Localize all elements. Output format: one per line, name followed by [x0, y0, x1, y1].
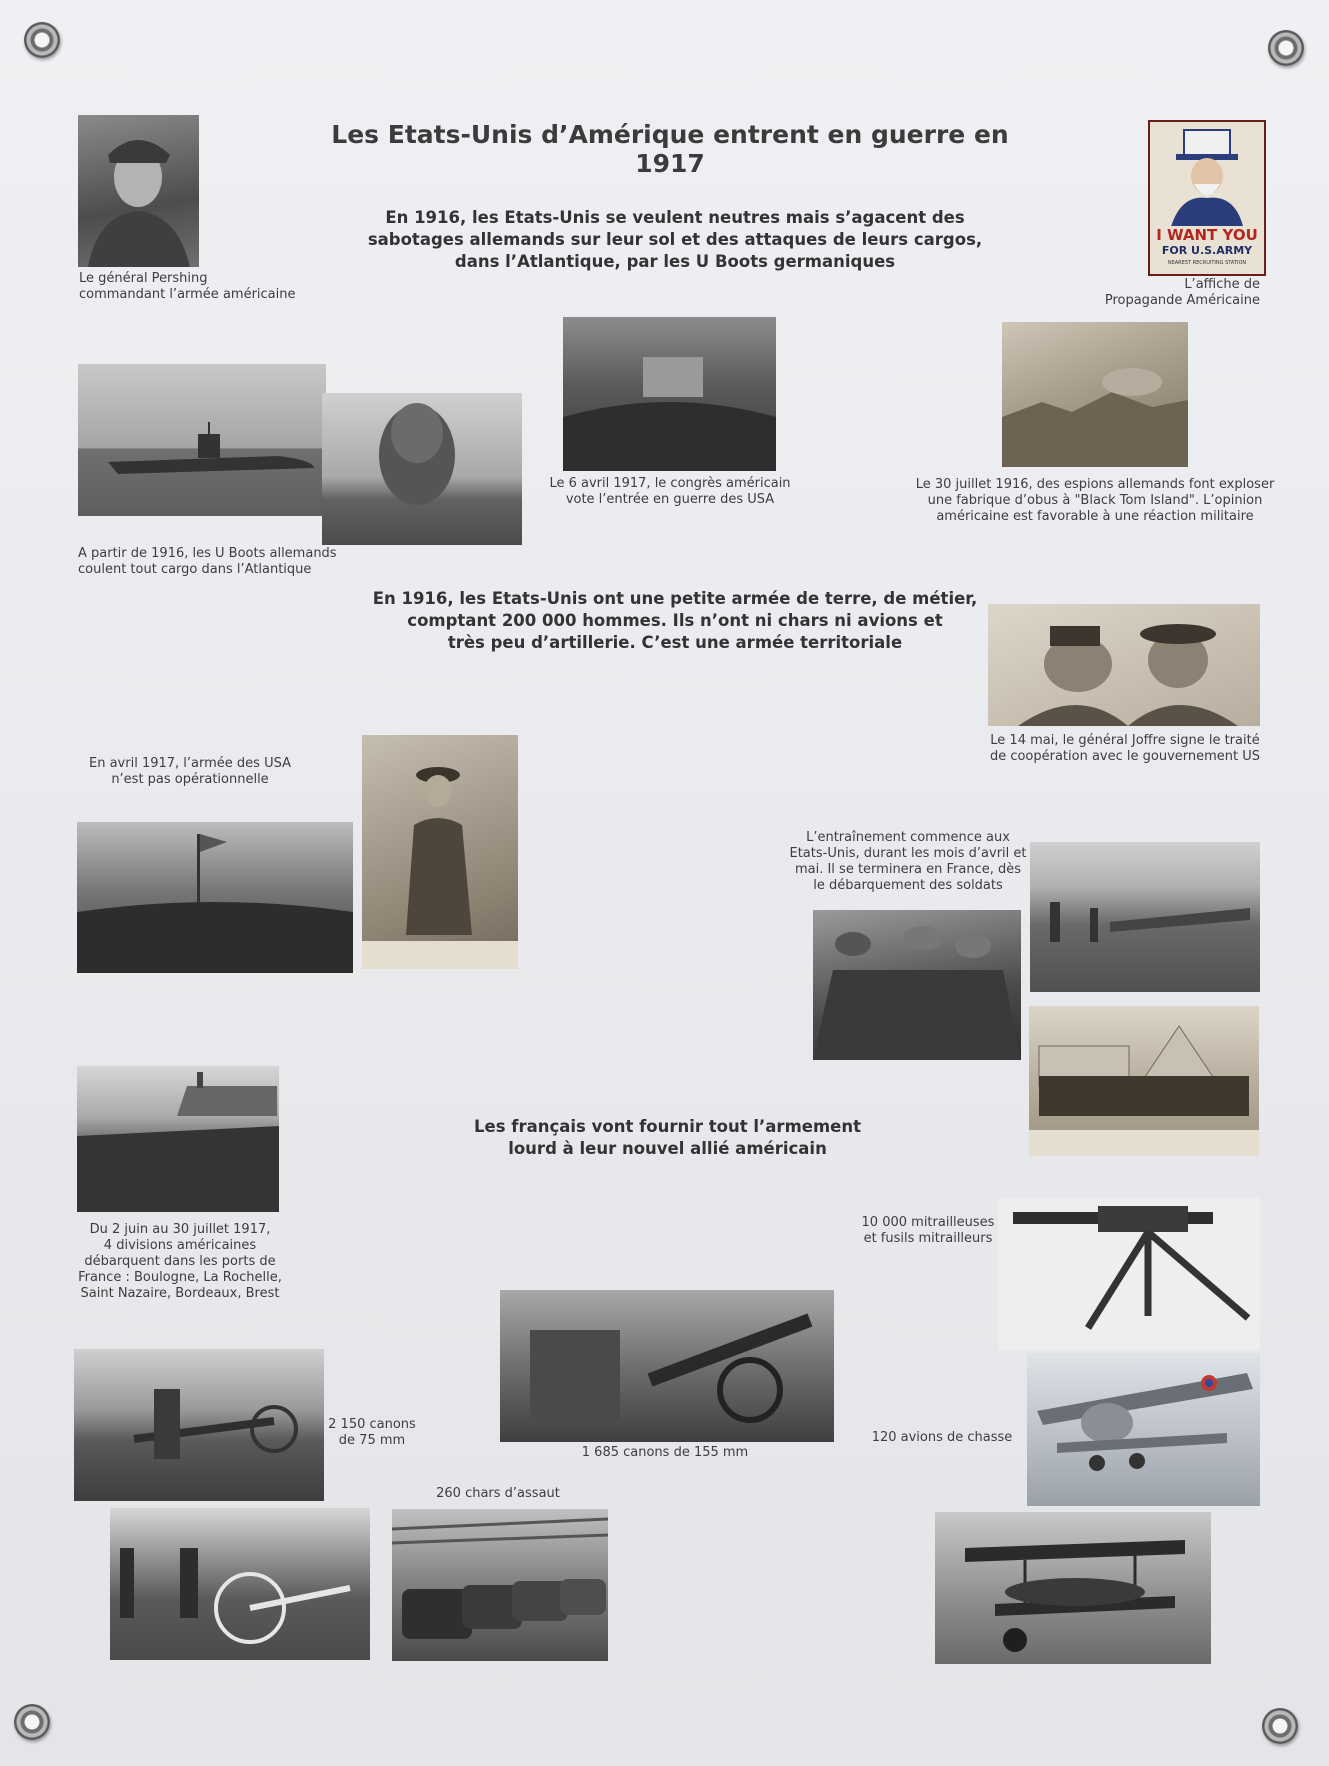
photo-artillery-field — [110, 1508, 370, 1660]
field-illustration — [1030, 842, 1260, 992]
parade-illustration — [77, 822, 353, 973]
camp-illustration — [1029, 1006, 1259, 1156]
heading-line: sabotages allemands sur leur sol et des attaques de leurs cargos, — [367, 230, 983, 249]
photo-black-tom-island — [1002, 322, 1188, 467]
biplane-illustration — [935, 1512, 1211, 1664]
photo-training-field — [1030, 842, 1260, 992]
caption-line: Le 30 juillet 1916, des espions allemands font exploser — [915, 477, 1275, 492]
grommet-bottom-right-icon — [1262, 1708, 1298, 1744]
caption-line: Le 6 avril 1917, le congrès américain — [549, 476, 791, 491]
caption-line: 10 000 mitrailleuses — [861, 1215, 995, 1230]
photo-instruction-french — [813, 910, 1021, 1060]
fighter-plane-illustration — [1027, 1353, 1260, 1506]
caption-line: Le 14 mai, le général Joffre signe le traité — [990, 733, 1260, 748]
caption-line: vote l’entrée en guerre des USA — [565, 492, 775, 507]
portrait-illustration — [78, 115, 199, 267]
photo-propaganda-poster — [1148, 120, 1266, 276]
caption-pershing — [79, 271, 319, 303]
photo-american-camp — [1029, 1006, 1259, 1156]
heading-line: dans l’Atlantique, par les U Boots germaniques — [454, 252, 896, 271]
photo-tanks — [392, 1509, 608, 1661]
photo-fighter-plane — [1027, 1353, 1260, 1506]
caption-line: France : Boulogne, La Rochelle, — [78, 1270, 282, 1285]
photo-joffre-cartoon — [988, 604, 1260, 726]
caption-not-operational — [70, 756, 310, 788]
ruins-illustration — [1002, 322, 1188, 467]
caption-machine-guns — [838, 1215, 1018, 1247]
photo-soldier-portrait — [362, 735, 518, 969]
caption-line: L’entraînement commence aux — [806, 830, 1010, 845]
grommet-top-left-icon — [24, 22, 60, 58]
caption-joffre — [975, 733, 1275, 765]
page-title: Les Etats-Unis d’Amérique entrent en guerre en 1917 — [331, 120, 1009, 178]
soldier-illustration — [362, 735, 518, 969]
photo-machine-gun — [998, 1198, 1260, 1350]
caption-fighters — [862, 1430, 1022, 1446]
caption-uboats — [78, 546, 358, 578]
canon-75-illustration — [74, 1349, 324, 1501]
caption-line: Du 2 juin au 30 juillet 1917, — [89, 1222, 271, 1237]
caption-line: L’affiche de — [1184, 277, 1260, 292]
poster-text-line3: NEAREST RECRUITING STATION — [1167, 260, 1247, 266]
caption-tanks — [418, 1486, 578, 1502]
caption-line: Etats-Unis, durant les mois d’avril et — [789, 846, 1027, 861]
caption-line: américaine est favorable à une réaction militaire — [936, 509, 1254, 524]
caption-line: coulent tout cargo dans l’Atlantique — [78, 562, 312, 577]
congress-illustration — [563, 317, 776, 471]
canon-155-illustration — [500, 1290, 834, 1442]
caption-line: 2 150 canons — [328, 1417, 416, 1432]
caption-line: une fabrique d’obus à "Black Tom Island". L’opinion — [927, 493, 1263, 508]
photo-general-pershing — [78, 115, 199, 267]
photo-congress — [563, 317, 776, 471]
photo-canon-75 — [74, 1349, 324, 1501]
heading-line: En 1916, les Etats-Unis ont une petite armée de terre, de métier, — [372, 589, 978, 608]
caption-poster — [1020, 277, 1260, 309]
poster-text-line1: I WANT YOU — [1156, 226, 1258, 244]
helmets-illustration — [813, 910, 1021, 1060]
caption-line: 1 685 canons de 155 mm — [581, 1445, 749, 1460]
explosion-illustration — [322, 393, 522, 545]
caption-line: Le général Pershing — [79, 271, 208, 286]
caption-line: Saint Nazaire, Bordeaux, Brest — [80, 1286, 280, 1301]
caption-line: En avril 1917, l’armée des USA — [89, 756, 291, 771]
ship-illustration — [77, 1066, 279, 1212]
tanks-illustration — [392, 1509, 608, 1661]
heading-line: Les français vont fournir tout l’armement — [474, 1117, 861, 1136]
poster-text-line2: FOR U.S.ARMY — [1161, 244, 1253, 257]
caption-line: le débarquement des soldats — [813, 878, 1003, 893]
caption-training — [788, 830, 1028, 894]
grommet-bottom-left-icon — [14, 1704, 50, 1740]
caption-congress — [540, 476, 800, 508]
heading-line: En 1916, les Etats-Unis se veulent neutres mais s’agacent des — [385, 208, 965, 227]
caption-line: et fusils mitrailleurs — [863, 1231, 993, 1246]
caption-canons-75 — [322, 1417, 422, 1449]
caption-line: commandant l’armée américaine — [79, 287, 296, 302]
caption-black-tom — [905, 477, 1285, 525]
heading-armament — [440, 1116, 895, 1160]
photo-biplane — [935, 1512, 1211, 1664]
heading-army — [360, 588, 990, 654]
cartoon-illustration — [988, 604, 1260, 726]
caption-line: de 75 mm — [338, 1433, 406, 1448]
caption-line: débarquent dans les ports de — [84, 1254, 276, 1269]
caption-line: de coopération avec le gouvernement US — [989, 749, 1261, 764]
caption-canons-155 — [560, 1445, 770, 1461]
heading-line: lourd à leur nouvel allié américain — [508, 1139, 827, 1158]
grommet-top-right-icon — [1268, 30, 1304, 66]
caption-line: 4 divisions américaines — [103, 1238, 257, 1253]
machine-gun-illustration — [998, 1198, 1260, 1350]
photo-troops-landing — [77, 1066, 279, 1212]
heading-line: très peu d’artillerie. C’est une armée territoriale — [447, 633, 903, 652]
caption-line: 120 avions de chasse — [871, 1430, 1013, 1445]
photo-uboat — [78, 364, 326, 516]
field-canon-illustration — [110, 1508, 370, 1660]
caption-landing — [60, 1222, 300, 1302]
caption-line: 260 chars d’assaut — [436, 1486, 560, 1501]
caption-line: n’est pas opérationnelle — [111, 772, 269, 787]
photo-cargo-explosion — [322, 393, 522, 545]
submarine-illustration — [78, 364, 326, 516]
caption-line: mai. Il se terminera en France, dès — [794, 862, 1022, 877]
heading-neutrality — [365, 207, 985, 273]
photo-troops-parade — [77, 822, 353, 973]
caption-line: A partir de 1916, les U Boots allemands — [78, 546, 337, 561]
photo-canon-155 — [500, 1290, 834, 1442]
heading-line: comptant 200 000 hommes. Ils n’ont ni chars ni avions et — [407, 611, 943, 630]
caption-line: Propagande Américaine — [1104, 293, 1260, 308]
